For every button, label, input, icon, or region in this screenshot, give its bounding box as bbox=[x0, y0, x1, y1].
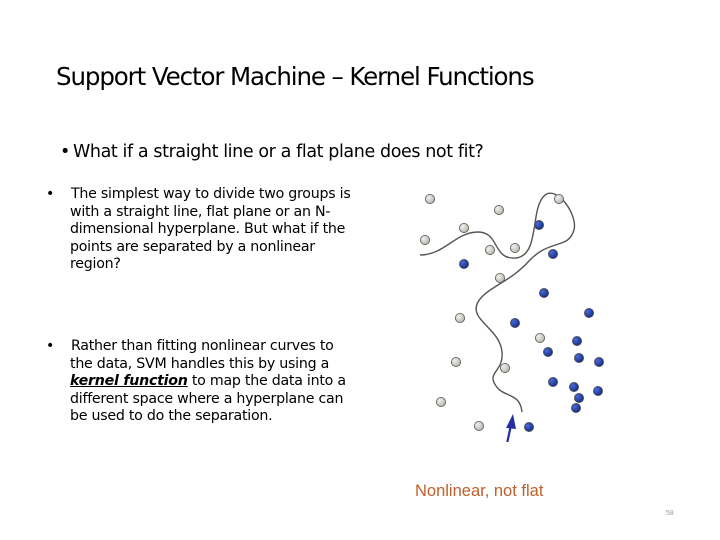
grey-data-point bbox=[495, 273, 504, 282]
grey-data-point bbox=[425, 194, 434, 203]
blue-data-point bbox=[569, 382, 578, 391]
main-bullet-text: What if a straight line or a flat plane does not fit? bbox=[73, 142, 484, 162]
grey-data-point bbox=[485, 245, 494, 254]
grey-data-point bbox=[451, 357, 460, 366]
nonlinear-separation-figure bbox=[405, 180, 620, 442]
bullet-symbol: • bbox=[46, 186, 55, 202]
figure-caption: Nonlinear, not flat bbox=[415, 482, 544, 500]
caption-arrow-head bbox=[506, 414, 516, 429]
blue-data-point bbox=[548, 249, 557, 258]
slide-title: Support Vector Machine – Kernel Functions bbox=[56, 62, 534, 91]
main-bullet bbox=[60, 142, 483, 162]
sub-bullet-2-text-after: to map the data into a different space where a hyperplane can be used to do the separation. bbox=[70, 373, 346, 425]
bullet-symbol: • bbox=[46, 338, 55, 354]
grey-data-point bbox=[535, 333, 544, 342]
blue-data-point bbox=[534, 220, 543, 229]
blue-data-point bbox=[572, 336, 581, 345]
blue-data-point bbox=[571, 403, 580, 412]
blue-data-point bbox=[524, 422, 533, 431]
grey-data-point bbox=[459, 223, 468, 232]
blue-data-point bbox=[539, 288, 548, 297]
sub-bullet-1-text: The simplest way to divide two groups is with a straight line, flat plane or an N-dimensional hyperplane. But what if the points are separated by a nonlinear region? bbox=[70, 186, 351, 273]
blue-data-point bbox=[593, 386, 602, 395]
blue-data-point bbox=[543, 347, 552, 356]
blue-data-point bbox=[459, 259, 468, 268]
grey-data-point bbox=[420, 235, 429, 244]
grey-data-point bbox=[474, 421, 483, 430]
blue-data-point bbox=[594, 357, 603, 366]
page-number: 58 bbox=[666, 510, 674, 517]
grey-data-point bbox=[510, 243, 519, 252]
blue-data-point bbox=[574, 393, 583, 402]
sub-bullet-1 bbox=[46, 186, 358, 274]
blue-data-point bbox=[584, 308, 593, 317]
grey-data-point bbox=[554, 194, 563, 203]
bullet-symbol: • bbox=[60, 142, 70, 162]
blue-data-point bbox=[510, 318, 519, 327]
sub-bullet-2-text-before: Rather than fitting nonlinear curves to the data, SVM handles this by using a bbox=[70, 338, 334, 372]
blue-data-point bbox=[574, 353, 583, 362]
blue-data-point bbox=[548, 377, 557, 386]
kernel-function-emphasis: kernel function bbox=[70, 373, 188, 390]
grey-data-point bbox=[494, 205, 503, 214]
grey-data-point bbox=[436, 397, 445, 406]
sub-bullet-2 bbox=[46, 338, 358, 426]
grey-data-point bbox=[500, 363, 509, 372]
grey-data-point bbox=[455, 313, 464, 322]
